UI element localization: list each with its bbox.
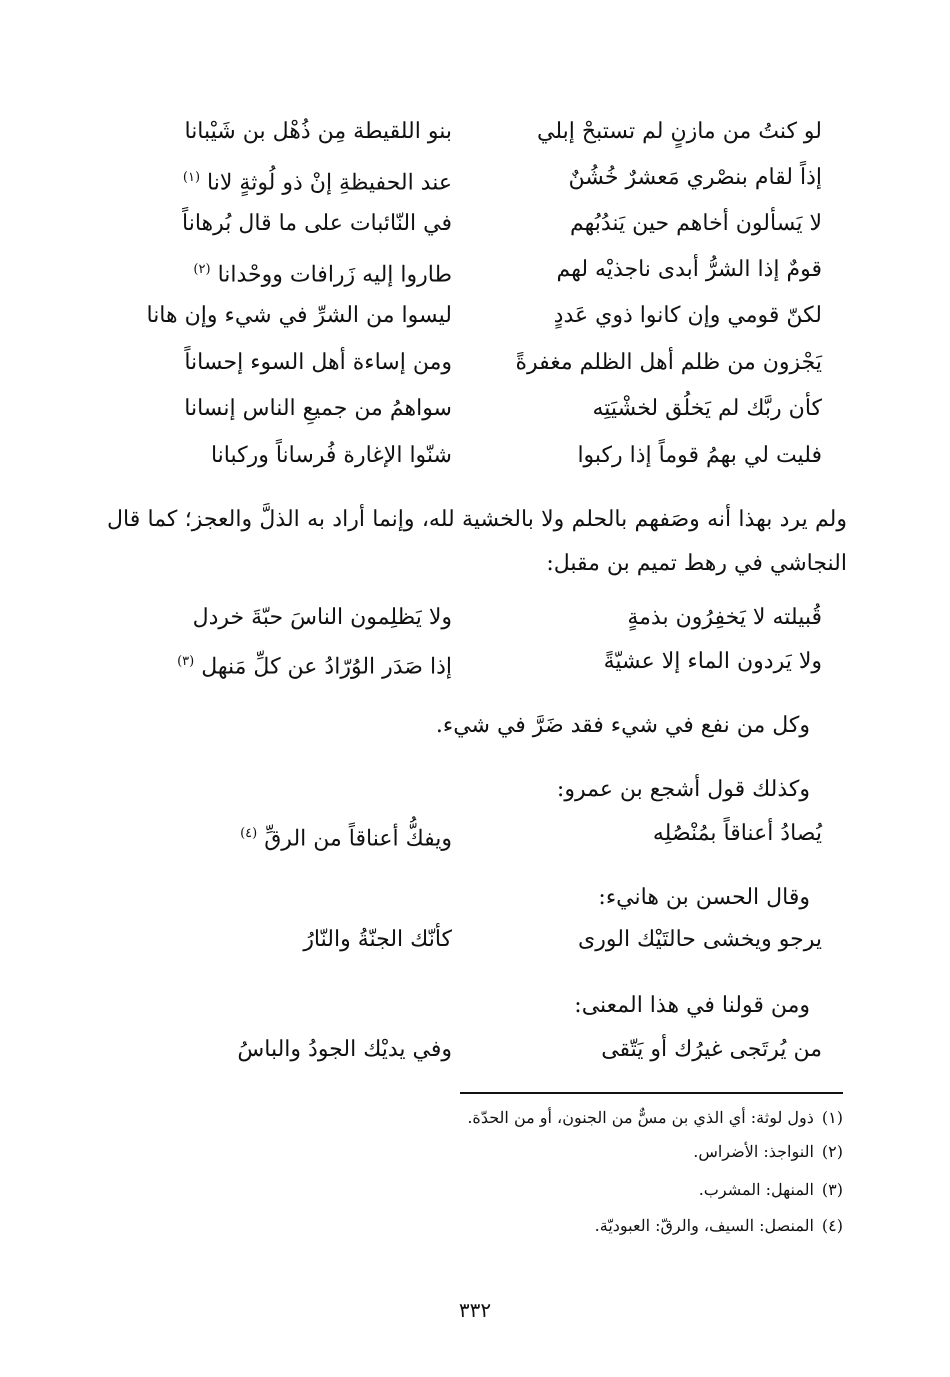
- first-hemistich: فليت لي بهمُ قوماً إذا ركبوا: [577, 443, 822, 468]
- first-hemistich: يرجو ويخشى حالتَيْك الورى: [578, 927, 822, 952]
- footnote: [693, 1138, 843, 1166]
- first-hemistich: قومٌ إذا الشرُّ أبدى ناجذيْه لهم: [556, 257, 822, 282]
- intro-line: وقال الحسن بن هانيء:: [598, 885, 810, 910]
- footnote-text: المنصل: السيف، والرقّ: العبوديّة.: [594, 1216, 814, 1235]
- footnote: [595, 1212, 843, 1240]
- verse-line: [122, 436, 822, 476]
- second-hemistich: [183, 158, 452, 203]
- footnote: [467, 1104, 843, 1132]
- first-hemistich: لو كنتُ من مازنٍ لم تستبحْ إبلي: [537, 119, 822, 144]
- footnote: [699, 1176, 843, 1204]
- second-hemistich: كأنّك الجنّةُ والنّارُ: [303, 927, 452, 952]
- footnote-ref: (١): [182, 170, 201, 185]
- first-hemistich: يَجْزون من ظلم أهل الظلم مغفرةً: [515, 350, 822, 375]
- verse-line: [122, 158, 822, 198]
- second-hemistich: [240, 814, 452, 859]
- footnote-number: (٣): [821, 1180, 843, 1199]
- prose-line: وكل من نفع في شيء فقد ضَرَّ في شيء.: [435, 713, 810, 738]
- prose-paragraph: ولم يرد بهذا أنه وصَفهم بالحلم ولا بالخشية لله، وإنما أراد به الذلَّ والعجز؛ كما قال النجاشي في رهط تميم بن مقبل:: [107, 507, 847, 576]
- footnote-ref: (٢): [193, 262, 211, 277]
- second-hemistich: شنّوا الإغارة فُرساناً وركبانا: [210, 443, 452, 468]
- verse-line: [122, 920, 822, 960]
- second-hemistich: سواهمُ من جميعِ الناس إنسانا: [184, 396, 452, 421]
- footnote-text: المنهل: المشرب.: [698, 1180, 814, 1199]
- first-hemistich: كأن ربَّك لم يَخلُق لخشْيَتِه: [592, 396, 822, 421]
- second-hemistich: [177, 642, 452, 687]
- verse-text: عند الحفيظةِ إنْ ذو لُوثةٍ لانا: [207, 170, 452, 196]
- first-hemistich: إذاً لقام بنصْري مَعشرٌ خُشُنٌ: [568, 165, 822, 190]
- first-hemistich: لا يَسألون أخاهم حين يَندُبُهم: [569, 211, 822, 236]
- verse-line: [122, 389, 822, 429]
- first-hemistich: قُبيلته لا يَخفِرُون بذمةٍ: [627, 605, 822, 630]
- verse-line: [122, 1030, 822, 1070]
- verse-text: إذا صَدَر الوُرّادُ عن كلِّ مَنهل: [201, 654, 452, 680]
- first-hemistich: من يُرتَجى غيرُك أو يَتّقى: [601, 1037, 822, 1062]
- footnote-ref: (٤): [240, 826, 258, 841]
- second-hemistich: ليسوا من الشرِّ في شيء وإن هانا: [146, 303, 452, 328]
- page-number: ٣٣٢: [458, 1298, 492, 1322]
- verse-line: [122, 814, 822, 854]
- verse-line: [122, 642, 822, 682]
- verse-line: [122, 598, 822, 638]
- footnote-text: ذول لوثة: أي الذي بن مسٌّ من الجنون، أو من الحدّة.: [467, 1108, 814, 1127]
- footnote-text: النواجذ: الأضراس.: [693, 1142, 814, 1161]
- verse-line: [122, 112, 822, 152]
- second-hemistich: ولا يَظلِمون الناسَ حبّةَ خردل: [192, 605, 452, 630]
- verse-line: [122, 296, 822, 336]
- second-hemistich: [193, 250, 452, 295]
- second-hemistich: وفي يديْك الجودُ والباسُ: [237, 1037, 452, 1062]
- footnote-ref: (٣): [177, 654, 195, 669]
- verse-text: ويفكُّ أعناقاً من الرقِّ: [264, 826, 452, 852]
- intro-line: وكذلك قول أشجع بن عمرو:: [556, 777, 810, 802]
- first-hemistich: ولا يَردون الماء إلا عشيّةً: [603, 649, 822, 674]
- second-hemistich: في النّائبات على ما قال بُرهاناً: [182, 211, 452, 236]
- verse-line: [122, 343, 822, 383]
- second-hemistich: بنو اللقيطة مِن ذُهْل بن شَيْبانا: [184, 119, 452, 144]
- first-hemistich: لكنّ قومي وإن كانوا ذوي عَددٍ: [553, 303, 822, 328]
- verse-text: طاروا إليه زَرافات ووحْدانا: [217, 262, 452, 288]
- verse-line: [122, 250, 822, 290]
- first-hemistich: يُصادُ أعناقاً بمُنْصُلِه: [652, 821, 822, 846]
- second-hemistich: ومن إساءة أهل السوء إحساناً: [184, 350, 452, 375]
- footnote-number: (١): [821, 1108, 843, 1127]
- verse-line: [122, 204, 822, 244]
- footnote-separator: [460, 1092, 843, 1094]
- footnote-number: (٢): [821, 1142, 843, 1161]
- intro-line: ومن قولنا في هذا المعنى:: [574, 993, 810, 1018]
- footnote-number: (٤): [821, 1216, 843, 1235]
